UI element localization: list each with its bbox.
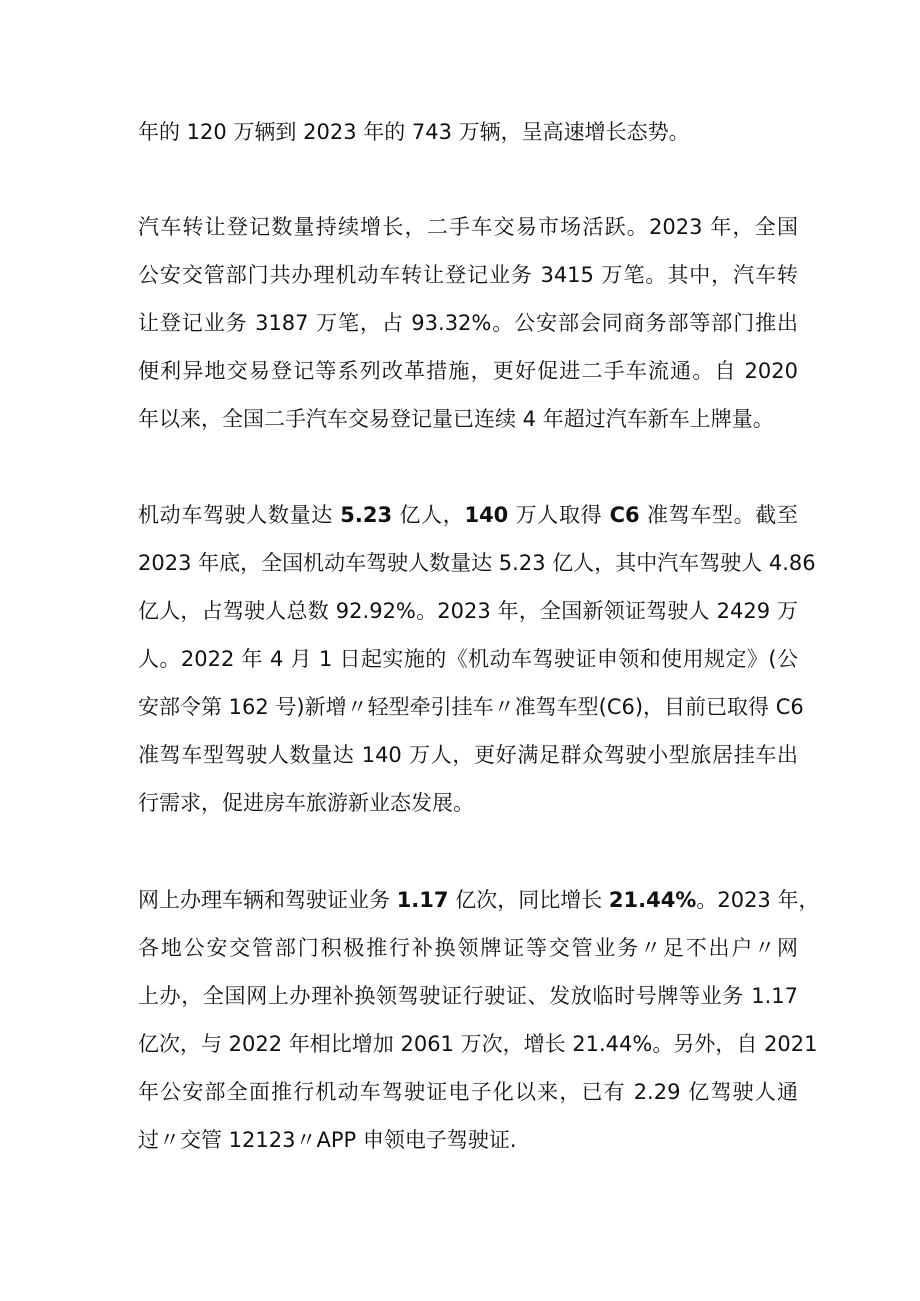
paragraph-2-line-3: 让登记业务 3187 万笔，占 93.32%。公安部会同商务部等部门推出: [138, 311, 798, 335]
paragraph-3-line-5: 安部令第 162 号)新增〃轻型牵引挂车〃准驾车型(C6)，目前已取得 C6: [138, 695, 804, 719]
paragraph-4-line-3: 上办，全国网上办理补换领驾驶证行驶证、发放临时号牌等业务 1.17: [138, 984, 798, 1008]
paragraph-4-line-6: 过〃交管 12123〃APP 申领电子驾驶证.: [138, 1128, 517, 1152]
paragraph-3-line-3: 亿人，占驾驶人总数 92.92%。2023 年，全国新领证驾驶人 2429 万: [138, 599, 798, 623]
paragraph-4-line-5: 年公安部全面推行机动车驾驶证电子化以来，已有 2.29 亿驾驶人通: [138, 1080, 798, 1104]
paragraph-3-line-2: 2023 年底，全国机动车驾驶人数量达 5.23 亿人，其中汽车驾驶人 4.86: [138, 551, 816, 575]
paragraph-2-line-4: 便利异地交易登记等系列改革措施，更好促进二手车流通。自 2020: [138, 359, 798, 383]
bold-figure: 140: [464, 503, 509, 527]
bold-figure: C6: [609, 503, 640, 527]
paragraph-4-line-1: 网上办理车辆和驾驶证业务 1.17 亿次，同比增长 21.44%。2023 年，: [138, 888, 820, 912]
paragraph-3-line-1: 机动车驾驶人数量达 5.23 亿人，140 万人取得 C6 准驾车型。截至: [138, 503, 798, 527]
paragraph-2-line-1: 汽车转让登记数量持续增长，二手车交易市场活跃。2023 年，全国: [138, 215, 798, 239]
bold-figure: 21.44%: [608, 888, 697, 912]
paragraph-3-line-6: 准驾车型驾驶人数量达 140 万人，更好满足群众驾驶小型旅居挂车出: [138, 743, 798, 767]
paragraph-4-line-2: 各地公安交管部门积极推行补换领牌证等交管业务〃足不出户〃网: [138, 936, 798, 960]
paragraph-2: [138, 203, 798, 443]
paragraph-3: [138, 491, 816, 827]
paragraph-3-line-4: 人。2022 年 4 月 1 日起实施的《机动车驾驶证申领和使用规定》(公: [138, 647, 798, 671]
paragraph-3-line-7: 行需求，促进房车旅游新业态发展。: [138, 791, 474, 815]
paragraph-4-line-4: 亿次，与 2022 年相比增加 2061 万次，增长 21.44%。另外，自 2021: [138, 1032, 818, 1056]
paragraph-2-line-5: 年以来，全国二手汽车交易登记量已连续 4 年超过汽车新车上牌量。: [138, 407, 774, 431]
paragraph-2-line-2: 公安交管部门共办理机动车转让登记业务 3415 万笔。其中，汽车转: [138, 263, 798, 287]
bold-figure: 1.17: [396, 888, 449, 912]
paragraph-1-line-1: 年的 120 万辆到 2023 年的 743 万辆，呈高速增长态势。: [138, 120, 690, 144]
paragraph-4: [138, 876, 820, 1164]
bold-figure: 5.23: [340, 503, 393, 527]
paragraph-1: [138, 108, 798, 156]
